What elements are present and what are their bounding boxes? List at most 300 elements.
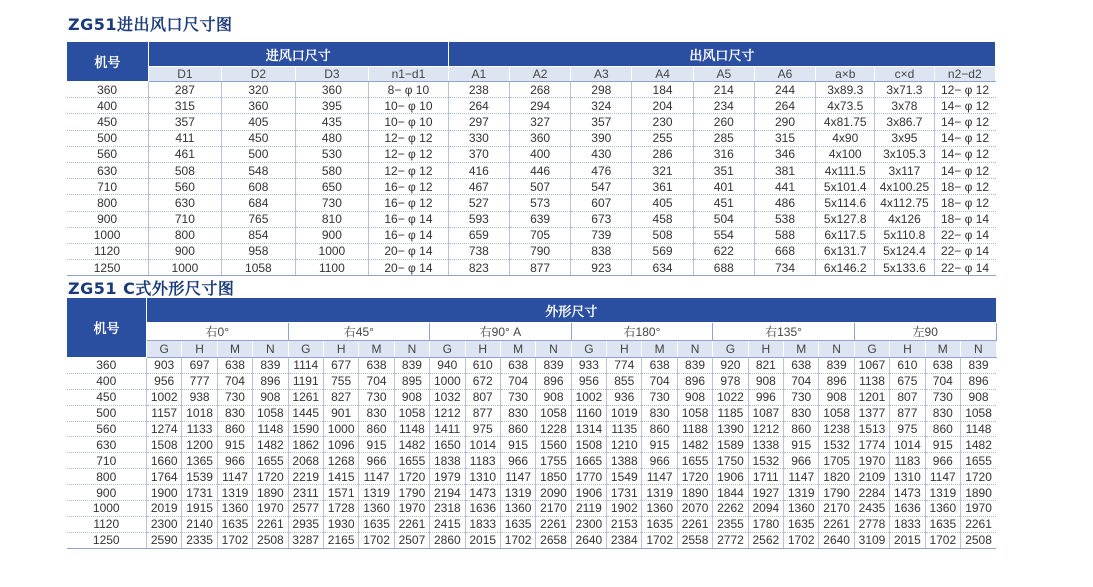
table-cell: 357 xyxy=(571,114,632,130)
table-cell: 1635 xyxy=(500,516,535,532)
table-cell: 830 xyxy=(925,405,960,421)
subcolumn-header: N xyxy=(394,341,429,358)
table-cell: 548 xyxy=(222,162,295,178)
table-cell: 1338 xyxy=(748,437,783,453)
table-cell: 920 xyxy=(713,358,748,374)
column-header: n1−d1 xyxy=(369,67,449,82)
table-cell: 996 xyxy=(748,389,783,405)
subcolumn-header: N xyxy=(253,341,288,358)
table-cell: 290 xyxy=(754,114,815,130)
table-cell: 360 xyxy=(295,82,368,98)
table-cell: 1731 xyxy=(182,485,217,501)
table-cell: 527 xyxy=(448,195,509,211)
table-cell: 1635 xyxy=(217,516,252,532)
table-cell: 204 xyxy=(632,98,693,114)
table-cell: 1319 xyxy=(642,485,677,501)
table-cell: 1508 xyxy=(147,437,182,453)
table-cell: 860 xyxy=(925,421,960,437)
table-cell: 508 xyxy=(148,162,221,178)
table-cell: 1183 xyxy=(890,453,925,469)
table-cell: 1473 xyxy=(465,485,500,501)
table-cell: 1058 xyxy=(677,405,712,421)
table-cell: 1890 xyxy=(960,485,996,501)
table-cell: 940 xyxy=(430,358,465,374)
table-cell: 3109 xyxy=(854,532,889,548)
table-cell: 638 xyxy=(217,358,252,374)
table-cell: 504 xyxy=(693,211,754,227)
table-cell: 659 xyxy=(448,227,509,243)
table-cell: 1539 xyxy=(182,469,217,485)
table-cell: 2170 xyxy=(536,501,571,517)
table-cell: 697 xyxy=(182,358,217,374)
table-cell: 1415 xyxy=(323,469,358,485)
table-cell: 1183 xyxy=(465,453,500,469)
table-row xyxy=(67,437,997,453)
table-cell: 1655 xyxy=(394,453,429,469)
table-cell: 1185 xyxy=(713,405,748,421)
table-cell: 588 xyxy=(754,227,815,243)
table-cell: 416 xyxy=(448,162,509,178)
table-cell: 6x146.2 xyxy=(816,260,875,276)
table-row xyxy=(67,82,996,98)
table-cell: 630 xyxy=(148,195,221,211)
table-cell: 908 xyxy=(960,389,996,405)
table-cell: 2300 xyxy=(147,516,182,532)
table-cell: 1833 xyxy=(465,516,500,532)
table-cell: 1702 xyxy=(925,532,960,548)
table-cell: 2109 xyxy=(854,469,889,485)
table-cell: 2015 xyxy=(890,532,925,548)
table-cell: 14− φ 12 xyxy=(934,130,995,146)
table-cell: 877 xyxy=(509,260,570,276)
table-cell: 1790 xyxy=(394,485,429,501)
table-cell: 405 xyxy=(222,114,295,130)
column-header: D2 xyxy=(222,67,295,82)
table-cell: 1900 xyxy=(147,485,182,501)
table-cell: 1508 xyxy=(571,437,606,453)
table-cell: 1635 xyxy=(359,516,394,532)
table-cell: 755 xyxy=(323,373,358,389)
table-cell: 777 xyxy=(182,373,217,389)
table-cell: 2508 xyxy=(253,532,288,548)
subcolumn-header: H xyxy=(323,341,358,358)
table-cell: 1360 xyxy=(217,501,252,517)
orientation-group-header: 右180° xyxy=(571,323,713,341)
table-cell: 1655 xyxy=(253,453,288,469)
table-cell: 956 xyxy=(147,373,182,389)
table-cell: 264 xyxy=(754,98,815,114)
table-cell: 1360 xyxy=(784,501,819,517)
table-cell: 1018 xyxy=(182,405,217,421)
table-cell: 1731 xyxy=(607,485,642,501)
table-cell: 908 xyxy=(677,389,712,405)
table-row xyxy=(67,195,996,211)
table-cell: 901 xyxy=(323,405,358,421)
table-cell: 1844 xyxy=(713,485,748,501)
table-cell: 677 xyxy=(323,358,358,374)
outline-size-header: 外形尺寸 xyxy=(147,298,997,323)
table-cell: 1319 xyxy=(784,485,819,501)
subcolumn-header: M xyxy=(359,341,394,358)
table-cell: 966 xyxy=(784,453,819,469)
table-cell: 1660 xyxy=(147,453,182,469)
table-cell: 2577 xyxy=(288,501,323,517)
table-cell: 2311 xyxy=(288,485,323,501)
inlet-size-header: 进风口尺寸 xyxy=(148,42,448,67)
table-cell: 255 xyxy=(632,130,693,146)
table-cell: 790 xyxy=(509,243,570,259)
table-cell: 4x90 xyxy=(816,130,875,146)
orientation-group-header: 右0° xyxy=(147,323,289,341)
table-cell: 610 xyxy=(465,358,500,374)
table-cell: 1360 xyxy=(925,501,960,517)
table2-body xyxy=(67,358,997,549)
table-cell: 4x100.25 xyxy=(875,179,934,195)
machine-number-cell: 900 xyxy=(67,485,147,501)
table1-column-header-row xyxy=(67,67,996,82)
table-cell: 1000 xyxy=(430,373,465,389)
subcolumn-header: H xyxy=(465,341,500,358)
table-cell: 1188 xyxy=(677,421,712,437)
table-cell: 2935 xyxy=(288,516,323,532)
table-cell: 2261 xyxy=(677,516,712,532)
table-cell: 705 xyxy=(509,227,570,243)
table-cell: 1360 xyxy=(642,501,677,517)
table-cell: 1000 xyxy=(295,243,368,259)
table-cell: 14− φ 12 xyxy=(934,98,995,114)
table-cell: 2094 xyxy=(748,501,783,517)
table-cell: 1274 xyxy=(147,421,182,437)
table-cell: 2090 xyxy=(536,485,571,501)
table-cell: 1058 xyxy=(222,260,295,276)
table-cell: 286 xyxy=(632,146,693,162)
table-cell: 730 xyxy=(217,389,252,405)
table-cell: 2261 xyxy=(960,516,996,532)
table-cell: 966 xyxy=(642,453,677,469)
table-cell: 675 xyxy=(890,373,925,389)
table-row xyxy=(67,516,997,532)
orientation-group-header: 左90 xyxy=(854,323,996,341)
table-cell: 16− φ 12 xyxy=(369,195,449,211)
table-cell: 1702 xyxy=(500,532,535,548)
table-cell: 2318 xyxy=(430,501,465,517)
table-cell: 2640 xyxy=(819,532,854,548)
table-cell: 915 xyxy=(642,437,677,453)
table-cell: 2219 xyxy=(288,469,323,485)
table-cell: 405 xyxy=(632,195,693,211)
table-cell: 915 xyxy=(217,437,252,453)
table-cell: 1532 xyxy=(819,437,854,453)
table-cell: 710 xyxy=(148,211,221,227)
table-cell: 538 xyxy=(754,211,815,227)
table-cell: 2355 xyxy=(713,516,748,532)
table-cell: 327 xyxy=(509,114,570,130)
machine-number-cell: 560 xyxy=(67,421,147,437)
table-cell: 1002 xyxy=(571,389,606,405)
table-cell: 839 xyxy=(960,358,996,374)
table-cell: 2772 xyxy=(713,532,748,548)
table1-title: ZG51进出风口尺寸图 xyxy=(68,15,233,34)
table-cell: 1970 xyxy=(253,501,288,517)
table-cell: 1319 xyxy=(359,485,394,501)
table-cell: 401 xyxy=(693,179,754,195)
table-row xyxy=(67,227,996,243)
table-cell: 966 xyxy=(359,453,394,469)
table-cell: 830 xyxy=(642,405,677,421)
column-header: A1 xyxy=(448,67,509,82)
subcolumn-header: N xyxy=(677,341,712,358)
table-cell: 1774 xyxy=(854,437,889,453)
table-cell: 704 xyxy=(642,373,677,389)
table-row xyxy=(67,179,996,195)
machine-number-cell: 1000 xyxy=(67,501,147,517)
table-cell: 908 xyxy=(253,389,288,405)
table-cell: 1148 xyxy=(394,421,429,437)
table-cell: 1310 xyxy=(890,469,925,485)
table-cell: 936 xyxy=(607,389,642,405)
table-cell: 1032 xyxy=(430,389,465,405)
table-cell: 800 xyxy=(148,227,221,243)
table-cell: 774 xyxy=(607,358,642,374)
table-cell: 1133 xyxy=(182,421,217,437)
table-cell: 1702 xyxy=(359,532,394,548)
table-cell: 507 xyxy=(509,179,570,195)
table-cell: 297 xyxy=(448,114,509,130)
table-cell: 230 xyxy=(632,114,693,130)
table-cell: 2119 xyxy=(571,501,606,517)
table-cell: 2590 xyxy=(147,532,182,548)
machine-number-cell: 360 xyxy=(67,358,147,374)
table-cell: 966 xyxy=(500,453,535,469)
table-cell: 360 xyxy=(222,98,295,114)
table-cell: 1377 xyxy=(854,405,889,421)
table-cell: 446 xyxy=(509,162,570,178)
table-cell: 5x124.4 xyxy=(875,243,934,259)
table-cell: 395 xyxy=(295,98,368,114)
table-cell: 486 xyxy=(754,195,815,211)
table-cell: 1711 xyxy=(748,469,783,485)
table-cell: 730 xyxy=(784,389,819,405)
table-cell: 908 xyxy=(394,389,429,405)
table-cell: 1833 xyxy=(890,516,925,532)
table-cell: 1532 xyxy=(748,453,783,469)
table-cell: 430 xyxy=(571,146,632,162)
table-cell: 3x71.3 xyxy=(875,82,934,98)
table-cell: 1906 xyxy=(713,469,748,485)
table-cell: 234 xyxy=(693,98,754,114)
table-row xyxy=(67,453,997,469)
table-cell: 1319 xyxy=(925,485,960,501)
table-cell: 1571 xyxy=(323,485,358,501)
table-cell: 807 xyxy=(890,389,925,405)
table-cell: 975 xyxy=(465,421,500,437)
table-cell: 1770 xyxy=(571,469,606,485)
table-cell: 285 xyxy=(693,130,754,146)
machine-number-cell: 500 xyxy=(67,130,149,146)
table-row xyxy=(67,373,997,389)
table-cell: 1820 xyxy=(819,469,854,485)
table-cell: 1930 xyxy=(323,516,358,532)
table-cell: 810 xyxy=(295,211,368,227)
table-cell: 1087 xyxy=(748,405,783,421)
table-cell: 298 xyxy=(571,82,632,98)
column-header: A2 xyxy=(509,67,570,82)
table-cell: 1360 xyxy=(500,501,535,517)
table-cell: 2778 xyxy=(854,516,889,532)
table-cell: 5x101.4 xyxy=(816,179,875,195)
table-cell: 6x117.5 xyxy=(816,227,875,243)
table-cell: 1147 xyxy=(217,469,252,485)
subcolumn-header: N xyxy=(536,341,571,358)
table-row xyxy=(67,389,997,405)
table-cell: 2070 xyxy=(677,501,712,517)
table-cell: 1319 xyxy=(500,485,535,501)
table-cell: 1022 xyxy=(713,389,748,405)
table-cell: 4x126 xyxy=(875,211,934,227)
table-cell: 1589 xyxy=(713,437,748,453)
table-cell: 730 xyxy=(359,389,394,405)
table-cell: 1780 xyxy=(748,516,783,532)
machine-number-cell: 560 xyxy=(67,146,149,162)
table-cell: 1560 xyxy=(536,437,571,453)
table-cell: 1014 xyxy=(890,437,925,453)
table-cell: 1261 xyxy=(288,389,323,405)
table-cell: 915 xyxy=(359,437,394,453)
table-cell: 1000 xyxy=(148,260,221,276)
table-cell: 3x78 xyxy=(875,98,934,114)
table-cell: 730 xyxy=(500,389,535,405)
table-cell: 12− φ 12 xyxy=(369,146,449,162)
table2-group-header-row xyxy=(67,323,997,341)
subcolumn-header: N xyxy=(960,341,996,358)
table-row xyxy=(67,130,996,146)
table-cell: 1148 xyxy=(960,421,996,437)
table-cell: 1067 xyxy=(854,358,889,374)
table-cell: 1755 xyxy=(536,453,571,469)
machine-number-cell: 1000 xyxy=(67,227,149,243)
table-cell: 3x105.3 xyxy=(875,146,934,162)
table-cell: 639 xyxy=(509,211,570,227)
table-cell: 16− φ 14 xyxy=(369,211,449,227)
table-cell: 441 xyxy=(754,179,815,195)
table-cell: 1147 xyxy=(642,469,677,485)
table-cell: 638 xyxy=(784,358,819,374)
table-cell: 877 xyxy=(890,405,925,421)
table-cell: 730 xyxy=(295,195,368,211)
table-cell: 1705 xyxy=(819,453,854,469)
table-cell: 1635 xyxy=(784,516,819,532)
table-cell: 500 xyxy=(222,146,295,162)
subcolumn-header: M xyxy=(784,341,819,358)
table-cell: 294 xyxy=(509,98,570,114)
column-header: D3 xyxy=(295,67,368,82)
table-cell: 1655 xyxy=(677,453,712,469)
table-row xyxy=(67,485,997,501)
orientation-group-header: 右45° xyxy=(288,323,430,341)
table-cell: 357 xyxy=(148,114,221,130)
table-cell: 1702 xyxy=(784,532,819,548)
table-row xyxy=(67,501,997,517)
table-cell: 6x131.7 xyxy=(816,243,875,259)
table-cell: 1720 xyxy=(394,469,429,485)
table-cell: 12− φ 12 xyxy=(369,130,449,146)
table-cell: 2194 xyxy=(430,485,465,501)
table-cell: 1201 xyxy=(854,389,889,405)
table-cell: 860 xyxy=(642,421,677,437)
subcolumn-header: G xyxy=(854,341,889,358)
table-cell: 321 xyxy=(632,162,693,178)
table-cell: 2640 xyxy=(571,532,606,548)
table-cell: 1720 xyxy=(253,469,288,485)
table-cell: 704 xyxy=(925,373,960,389)
table-cell: 1019 xyxy=(607,405,642,421)
table-cell: 467 xyxy=(448,179,509,195)
table-cell: 2261 xyxy=(536,516,571,532)
table-cell: 580 xyxy=(295,162,368,178)
subcolumn-header: H xyxy=(182,341,217,358)
table-cell: 370 xyxy=(448,146,509,162)
table-cell: 18− φ 12 xyxy=(934,179,995,195)
table-cell: 1702 xyxy=(642,532,677,548)
table-cell: 554 xyxy=(693,227,754,243)
table-cell: 2019 xyxy=(147,501,182,517)
table-cell: 1482 xyxy=(394,437,429,453)
table-cell: 1365 xyxy=(182,453,217,469)
table-cell: 1720 xyxy=(677,469,712,485)
table-cell: 400 xyxy=(509,146,570,162)
table-cell: 1100 xyxy=(295,260,368,276)
table-cell: 1411 xyxy=(430,421,465,437)
orientation-group-header: 右135° xyxy=(713,323,855,341)
table-cell: 1862 xyxy=(288,437,323,453)
table-cell: 260 xyxy=(693,114,754,130)
table-cell: 1157 xyxy=(147,405,182,421)
table-cell: 1310 xyxy=(465,469,500,485)
table-cell: 684 xyxy=(222,195,295,211)
table-cell: 1970 xyxy=(960,501,996,517)
table-cell: 573 xyxy=(509,195,570,211)
table-cell: 908 xyxy=(536,389,571,405)
table-cell: 1764 xyxy=(147,469,182,485)
table-cell: 915 xyxy=(925,437,960,453)
machine-number-cell: 1120 xyxy=(67,243,149,259)
table-cell: 673 xyxy=(571,211,632,227)
table-cell: 361 xyxy=(632,179,693,195)
table-cell: 638 xyxy=(925,358,960,374)
table-cell: 1902 xyxy=(607,501,642,517)
subcolumn-header: H xyxy=(607,341,642,358)
subcolumn-header: G xyxy=(288,341,323,358)
table-cell: 8− φ 10 xyxy=(369,82,449,98)
table-cell: 1058 xyxy=(960,405,996,421)
table-cell: 877 xyxy=(465,405,500,421)
table-cell: 1114 xyxy=(288,358,323,374)
table-cell: 18− φ 14 xyxy=(934,211,995,227)
table-cell: 1445 xyxy=(288,405,323,421)
table-cell: 1000 xyxy=(323,421,358,437)
table-cell: 1138 xyxy=(854,373,889,389)
table-cell: 450 xyxy=(222,130,295,146)
subcolumn-header: M xyxy=(217,341,252,358)
table-cell: 650 xyxy=(295,179,368,195)
table2-title: ZG51 C式外形尺寸图 xyxy=(68,279,235,298)
table-cell: 923 xyxy=(571,260,632,276)
table-cell: 316 xyxy=(693,146,754,162)
column-header: c×d xyxy=(875,67,934,82)
table-cell: 2015 xyxy=(465,532,500,548)
table-cell: 2284 xyxy=(854,485,889,501)
table-cell: 324 xyxy=(571,98,632,114)
